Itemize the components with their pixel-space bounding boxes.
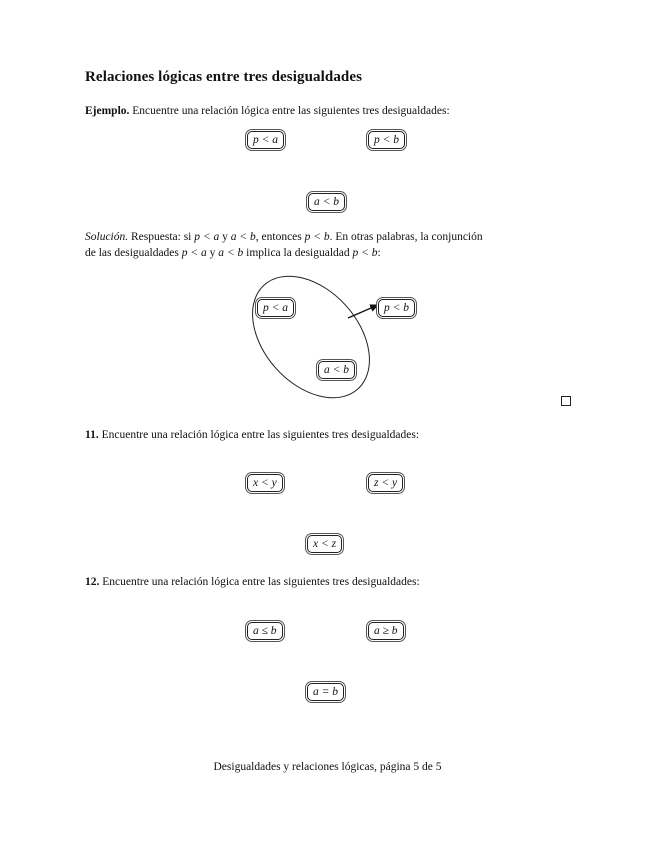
exercise-11-paragraph [85, 427, 575, 443]
page-footer: Desigualdades y relaciones lógicas, página 5 de 5 [213, 761, 442, 773]
implication-arrow [348, 305, 378, 318]
solution-text: Respuesta: si [128, 231, 195, 243]
solution-label: Solución. [85, 231, 129, 243]
solution-text: y [206, 247, 219, 259]
implication-diagram [235, 275, 435, 405]
example-paragraph [85, 103, 575, 119]
diagram-box-conclusion: p < b [378, 299, 415, 317]
solution-math: a < b [218, 247, 244, 259]
solution-text: implica la desigualdad [243, 247, 353, 259]
solution-math: p < a [194, 231, 220, 243]
qed-square-icon [561, 396, 571, 406]
solution-text: . En otras palabras, la conjunción [329, 231, 483, 243]
exercise-11-box-1: x < y [247, 474, 283, 492]
exercise-12-prompt: Encuentre una relación lógica entre las siguientes tres desigualdades: [99, 576, 420, 588]
exercise-12-box-3: a = b [307, 683, 344, 701]
exercise-11-box-2: z < y [368, 474, 403, 492]
exercise-11-prompt: Encuentre una relación lógica entre las siguientes tres desigualdades: [98, 429, 420, 441]
exercise-12-box-1: a ≤ b [247, 622, 283, 640]
section-title: Relaciones lógicas entre tres desigualdades [85, 69, 363, 85]
example-box-2: p < b [368, 131, 405, 149]
solution-text: , entonces [255, 231, 305, 243]
example-prompt: Encuentre una relación lógica entre las siguientes tres desigualdades: [129, 105, 450, 117]
exercise-12-paragraph [85, 574, 575, 590]
conjunction-ellipse [235, 275, 393, 405]
solution-text: de las desigualdades [85, 247, 182, 259]
example-label: Ejemplo. [85, 105, 130, 117]
diagram-box-premise-1: p < a [257, 299, 294, 317]
solution-paragraph [85, 229, 575, 261]
solution-line-2 [85, 245, 575, 261]
diagram-box-premise-2: a < b [318, 361, 355, 379]
exercise-12-number: 12. [85, 576, 100, 588]
example-box-3: a < b [308, 193, 345, 211]
solution-text: y [219, 231, 231, 243]
solution-math: p < a [181, 247, 207, 259]
exercise-12-box-2: a ≥ b [368, 622, 404, 640]
solution-math: p < b [304, 231, 330, 243]
exercise-11-number: 11. [85, 429, 99, 441]
example-box-1: p < a [247, 131, 284, 149]
solution-math: p < b [352, 247, 378, 259]
exercise-11-box-3: x < z [307, 535, 342, 553]
solution-math: a < b [230, 231, 256, 243]
solution-text: : [377, 247, 381, 259]
solution-line-1 [85, 229, 575, 245]
